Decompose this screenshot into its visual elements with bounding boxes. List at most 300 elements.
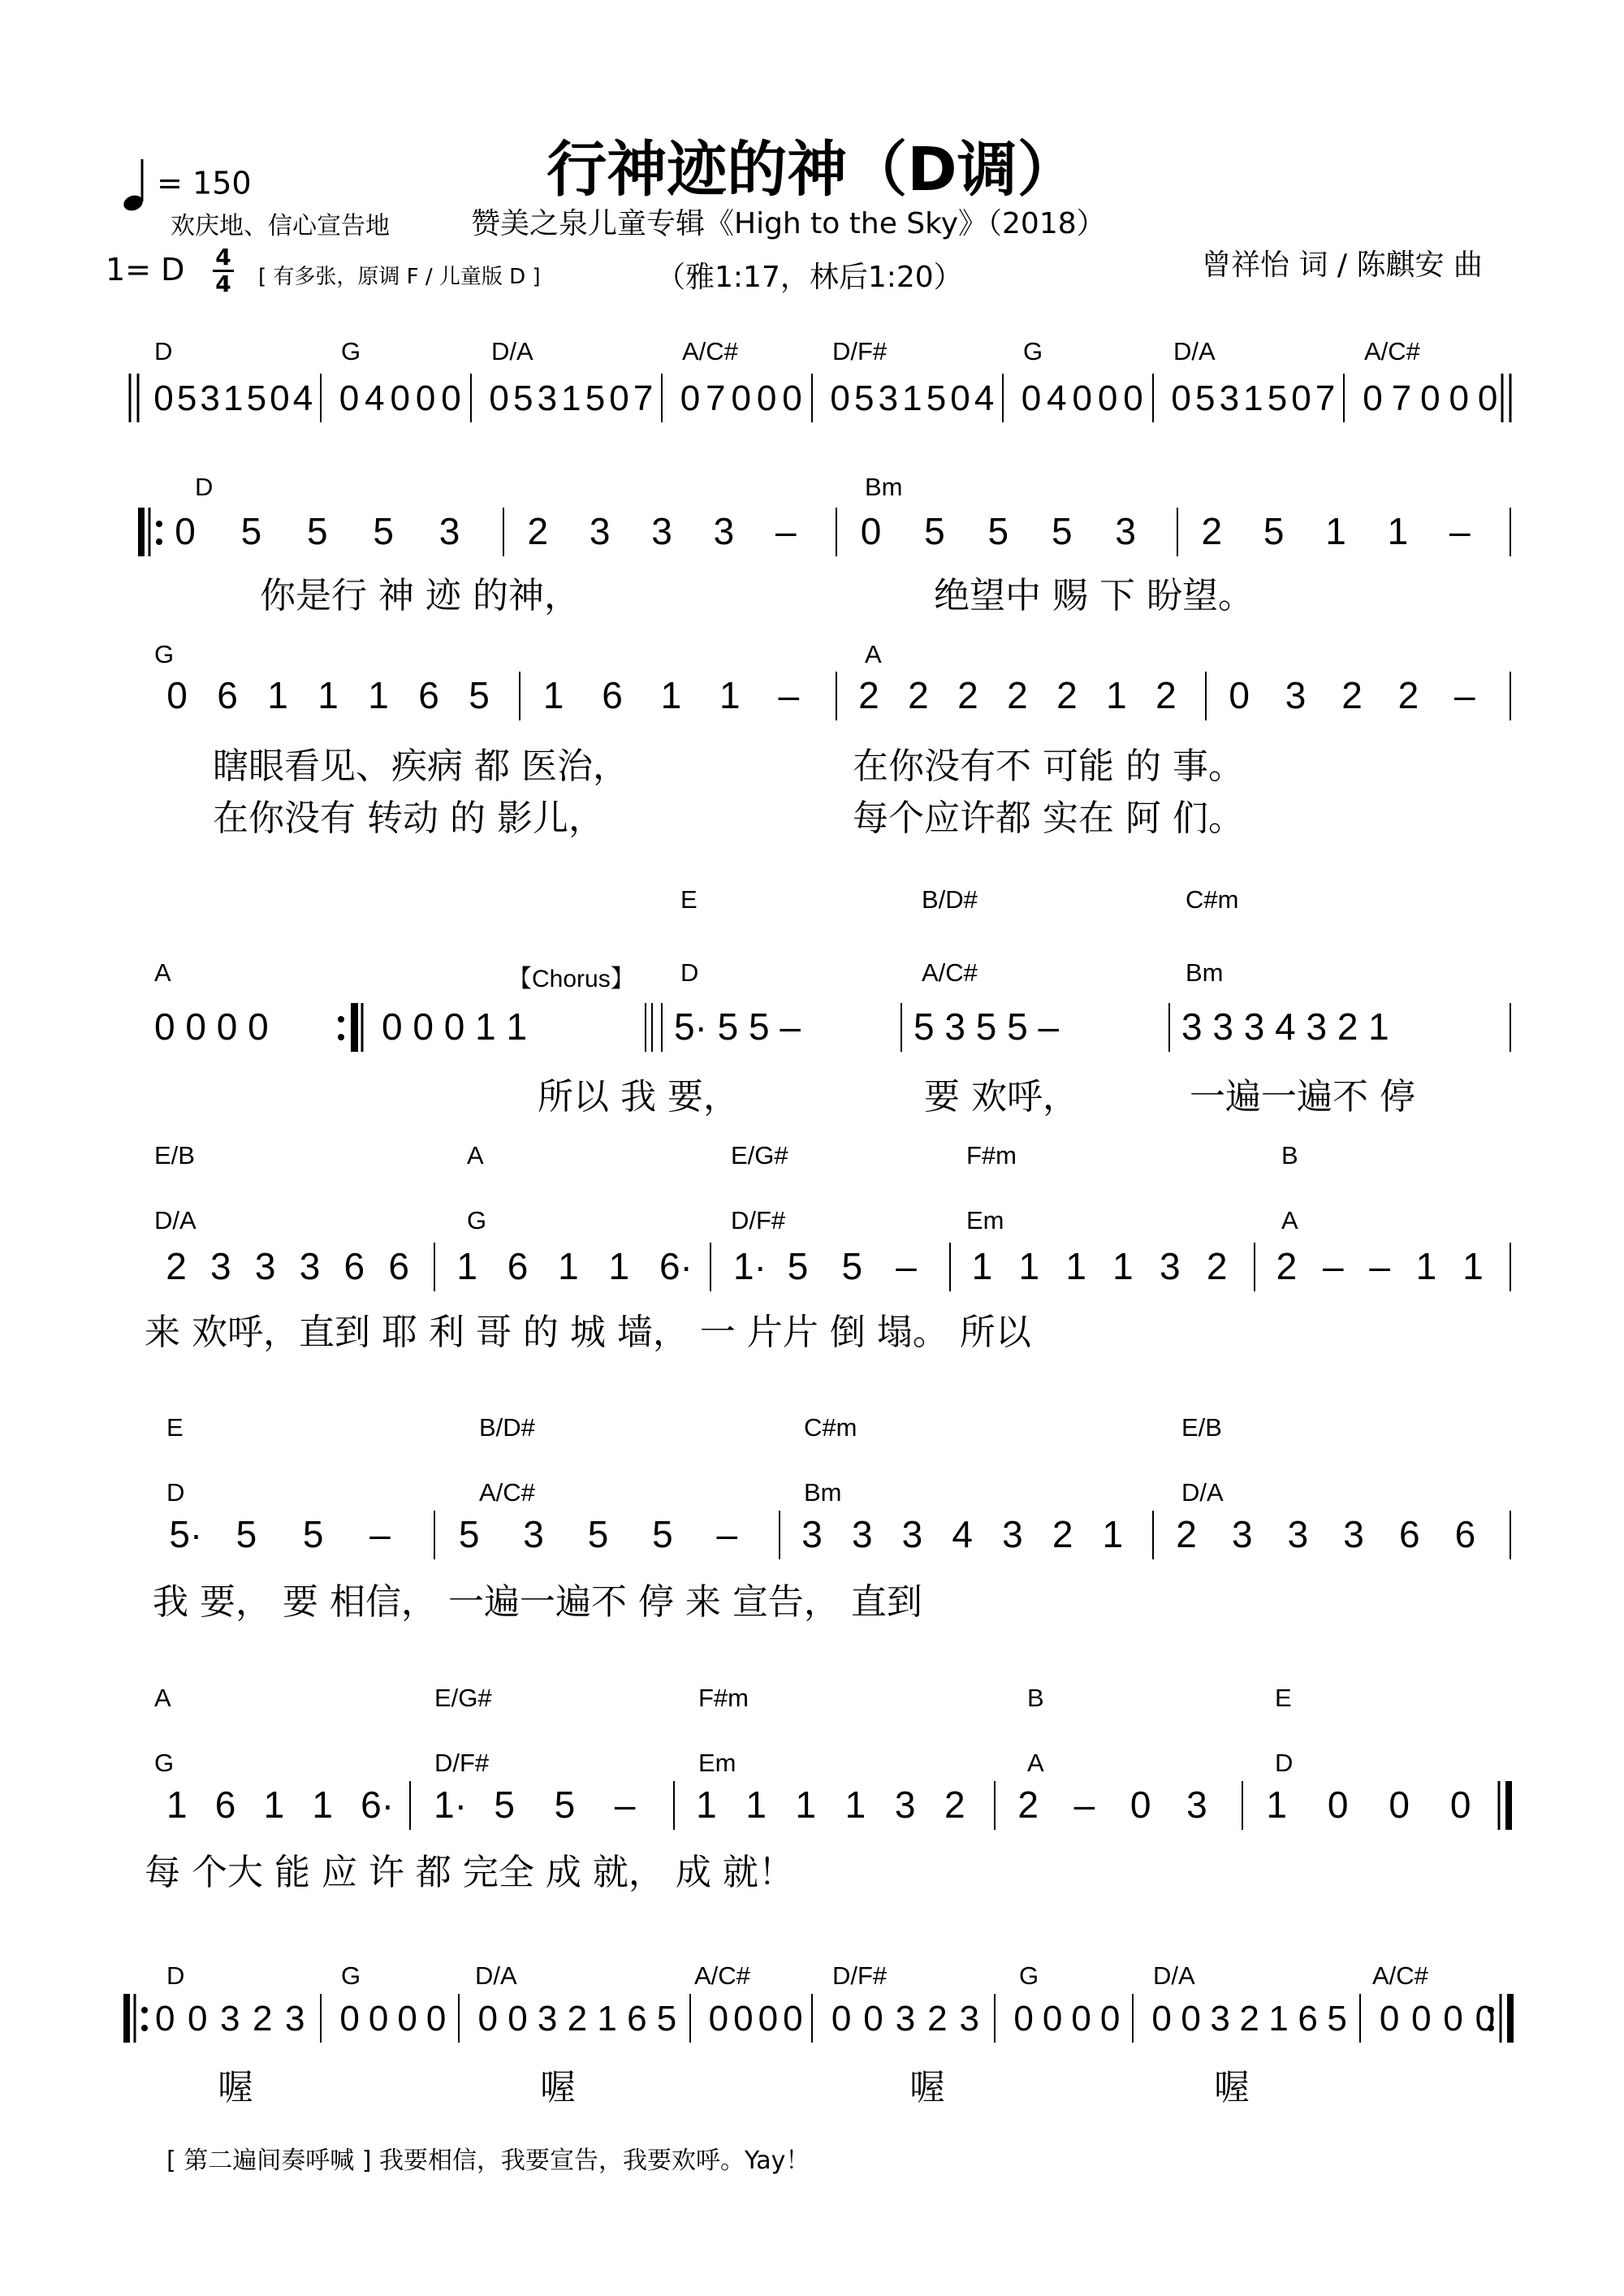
system-chorus-c <box>0 1680 1624 1948</box>
note: 6 <box>217 674 238 716</box>
note: 0 <box>390 378 410 418</box>
note: 3 <box>254 1245 276 1287</box>
chord-symbol-upper: F#m <box>698 1684 749 1712</box>
chord-symbol: A/C# <box>682 337 738 365</box>
system-svg <box>0 1941 1624 2152</box>
chord-symbol: D/A <box>1153 1961 1195 1990</box>
note: 5 <box>176 378 197 418</box>
note: 2 <box>1239 1999 1259 2039</box>
note: 3 <box>651 510 672 552</box>
note: 4 <box>1047 378 1067 418</box>
note: 0 <box>155 1999 175 2039</box>
note: 6· <box>361 1784 395 1826</box>
note: 5 <box>1051 510 1073 552</box>
chord-symbol: D <box>166 1478 185 1507</box>
note: 4 <box>365 378 385 418</box>
note: 2 <box>253 1999 273 2039</box>
note: 0 <box>731 378 751 418</box>
chord-symbol: Em <box>966 1206 1004 1234</box>
note: 0 <box>1291 378 1311 418</box>
chord-symbol: D <box>195 473 214 501</box>
note: 2 <box>957 674 978 716</box>
lyric-line: 每 个大 能 应 许 都 完全 成 就， 成 就！ <box>145 1852 794 1893</box>
note: 6 <box>388 1245 409 1287</box>
note: 0 <box>175 510 196 552</box>
note: 1 <box>267 674 288 716</box>
time-signature <box>213 245 234 296</box>
note: 2 <box>1397 674 1419 716</box>
note: – <box>369 1513 391 1555</box>
note: 4 <box>292 378 313 418</box>
note: 0 <box>1099 1999 1121 2039</box>
measure-notes: 0 0 0 1 1 <box>382 1005 528 1048</box>
time-top: 4 <box>215 244 231 270</box>
credits: 曾祥怡 词 / 陈麒安 曲 <box>1202 249 1483 282</box>
note: 0 <box>680 378 701 418</box>
chord-symbol: G <box>1019 1961 1039 1990</box>
system-svg <box>0 869 1624 1137</box>
note: 0 <box>782 378 802 418</box>
note: 3 <box>299 1245 321 1287</box>
note: 1 <box>660 674 682 716</box>
chord-symbol: A/C# <box>922 958 978 987</box>
note: 1 <box>1018 1245 1040 1287</box>
chord-symbol: D/F# <box>434 1749 490 1777</box>
note: 3 <box>1115 510 1136 552</box>
chord-symbol-upper: B/D# <box>479 1413 535 1442</box>
chord-symbol: G <box>1023 337 1043 365</box>
note: 0 <box>756 378 777 418</box>
system-svg <box>0 617 1624 877</box>
note: 1 <box>1243 378 1263 418</box>
chord-symbol: A <box>1281 1206 1298 1234</box>
note: – <box>1454 674 1475 716</box>
note: 5 <box>587 1513 609 1555</box>
note: 0 <box>1129 1784 1151 1826</box>
mood-marking: 欢庆地、信心宣告地 <box>171 212 390 240</box>
note: 5 <box>841 1245 863 1287</box>
note: 1 <box>902 378 922 418</box>
note: 1 <box>1102 1513 1124 1555</box>
note: 0 <box>1363 378 1383 418</box>
note: 0 <box>415 378 436 418</box>
chord-symbol-upper: A <box>467 1141 484 1170</box>
note: 3 <box>1343 1513 1364 1555</box>
note: 6 <box>343 1245 365 1287</box>
note: 3 <box>589 510 611 552</box>
note: 1 <box>317 674 339 716</box>
note: 1 <box>561 378 581 418</box>
note: 0 <box>1013 1999 1034 2039</box>
lyric-line: 在你没有不 可能 的 事。 <box>853 746 1244 787</box>
note: 7 <box>633 378 654 418</box>
chord-symbol: A/C# <box>1372 1961 1428 1990</box>
note: 5 <box>585 378 606 418</box>
measure-notes: 0 0 0 0 <box>154 1005 269 1048</box>
note: 0 <box>1420 378 1440 418</box>
note: 5 <box>307 510 328 552</box>
note: 2 <box>1341 674 1363 716</box>
system-verse-a <box>0 455 1624 642</box>
note: 1· <box>434 1784 468 1826</box>
note: 0 <box>733 1999 754 2039</box>
note: 7 <box>706 378 726 418</box>
lyric-line: 一遍一遍不 停 <box>1190 1076 1415 1118</box>
lyric-line: 喔 <box>909 2067 945 2108</box>
note: – <box>778 674 800 716</box>
note: 4 <box>974 378 995 418</box>
note: 6 <box>627 1999 647 2039</box>
note: 1 <box>1387 510 1409 552</box>
note: 0 <box>863 1999 883 2039</box>
chord-symbol: A <box>154 958 171 987</box>
note: 2 <box>908 674 929 716</box>
note: 0 <box>1443 1999 1463 2039</box>
note: 1 <box>795 1784 817 1826</box>
lyric-line: 喔 <box>218 2067 253 2108</box>
note: 0 <box>1475 1999 1496 2039</box>
lyric-line: 要 欢呼， <box>924 1076 1078 1118</box>
note: – <box>716 1513 738 1555</box>
note: 5 <box>302 1513 324 1555</box>
note: 4 <box>952 1513 973 1555</box>
note: 2 <box>1155 674 1177 716</box>
note: 0 <box>708 1999 729 2039</box>
note: 1 <box>368 674 389 716</box>
note: – <box>1369 1245 1391 1287</box>
note: 5 <box>924 510 945 552</box>
note: – <box>896 1245 917 1287</box>
note: – <box>1073 1784 1095 1826</box>
note: 3 <box>220 1999 240 2039</box>
note: 2 <box>166 1245 187 1287</box>
note: 1 <box>1112 1245 1134 1287</box>
album-source: 赞美之泉儿童专辑《High to the Sky》（2018） <box>471 207 1106 240</box>
note: 0 <box>1042 1999 1063 2039</box>
note: 0 <box>1327 1784 1349 1826</box>
note: 1 <box>1325 510 1346 552</box>
system-svg <box>0 1680 1624 1948</box>
note: 1 <box>1065 1245 1086 1287</box>
note: 1 <box>456 1245 477 1287</box>
note: 3 <box>537 1999 558 2039</box>
note: 0 <box>950 378 970 418</box>
note: 0 <box>1171 378 1191 418</box>
chord-symbol: G <box>154 1749 175 1777</box>
chord-symbol-upper: C#m <box>804 1413 857 1442</box>
note: 0 <box>1097 378 1118 418</box>
lyric-line: 喔 <box>540 2067 576 2108</box>
chord-symbol-upper: E <box>166 1413 184 1442</box>
note: 5· <box>169 1513 203 1555</box>
chord-symbol: G <box>341 337 361 365</box>
note: 2 <box>567 1999 588 2039</box>
note: 0 <box>758 1999 779 2039</box>
note: 0 <box>1072 378 1092 418</box>
chord-symbol-upper: E/B <box>1181 1413 1222 1442</box>
note: 6 <box>602 674 623 716</box>
note: 0 <box>166 674 188 716</box>
chord-symbol: D/F# <box>731 1206 786 1234</box>
chord-symbol: Bm <box>804 1478 842 1507</box>
chord-symbol: A/C# <box>694 1961 750 1990</box>
system-svg <box>0 455 1624 642</box>
note: 3 <box>1210 1999 1230 2039</box>
note: 5 <box>469 674 490 716</box>
note: 0 <box>1229 674 1250 716</box>
note: 5 <box>1263 510 1285 552</box>
note: 6 <box>418 674 439 716</box>
chord-symbol: A <box>1027 1749 1044 1777</box>
note: 5 <box>1327 1999 1347 2039</box>
page-title: 行神迹的神（D调） <box>546 135 1078 205</box>
chord-symbol: D/A <box>1173 337 1216 365</box>
note: 5 <box>787 1245 809 1287</box>
note: 6 <box>214 1784 236 1826</box>
note: 3 <box>894 1784 916 1826</box>
chord-symbol-upper: E <box>680 885 698 914</box>
note: 1 <box>608 1245 630 1287</box>
note: 5 <box>513 378 533 418</box>
chord-symbol: Bm <box>1186 958 1224 987</box>
note: – <box>775 510 797 552</box>
system-pre-chorus <box>0 869 1624 1137</box>
note: 2 <box>1052 1513 1073 1555</box>
system-svg <box>0 1137 1624 1405</box>
barline-repeat-start <box>123 1994 130 2043</box>
system-verse-b <box>0 617 1624 877</box>
chord-symbol: A/C# <box>479 1478 535 1507</box>
system-chorus-b <box>0 1409 1624 1677</box>
note: 5 <box>926 378 947 418</box>
note: 0 <box>1123 378 1143 418</box>
note: 3 <box>801 1513 823 1555</box>
chord-symbol: A/C# <box>1364 337 1420 365</box>
note: – <box>1449 510 1471 552</box>
note: 1 <box>1268 1999 1289 2039</box>
note: 1 <box>696 1784 717 1826</box>
note: 0 <box>188 1999 208 2039</box>
note: 0 <box>1449 1784 1471 1826</box>
chord-symbol: D/A <box>475 1961 517 1990</box>
barline-repeat-start <box>138 508 145 556</box>
note: 1 <box>263 1784 285 1826</box>
note: 3 <box>1219 378 1240 418</box>
measure-notes: 3 3 3 4 3 2 1 <box>1181 1005 1389 1048</box>
lyric-line: 你是行 神 迹 的神， <box>260 575 580 616</box>
chord-symbol: D <box>680 958 699 987</box>
note: 3 <box>851 1513 873 1555</box>
note: 6 <box>507 1245 529 1287</box>
measure-notes: 5· 5 5 – <box>674 1005 801 1048</box>
note: 5 <box>652 1513 673 1555</box>
note: 2 <box>944 1784 965 1826</box>
note: – <box>614 1784 636 1826</box>
note: 0 <box>1389 1784 1410 1826</box>
note: 1 <box>223 378 244 418</box>
note: 2 <box>1056 674 1078 716</box>
lyric-line: 瞎眼看见、疾病 都 医治， <box>213 746 628 787</box>
note: 1 <box>1415 1245 1437 1287</box>
note: 0 <box>1181 1999 1201 2039</box>
note: 3 <box>713 510 735 552</box>
key-signature <box>106 252 184 288</box>
time-bottom: 4 <box>215 270 231 297</box>
note: 2 <box>1017 1784 1039 1826</box>
system-svg <box>0 1409 1624 1677</box>
note: 1 <box>1266 1784 1287 1826</box>
note: 6 <box>1454 1513 1476 1555</box>
chord-symbol: D/A <box>491 337 533 365</box>
chord-symbol: Bm <box>865 473 903 501</box>
lyric-line: 每个应许都 实在 阿 们。 <box>853 798 1244 839</box>
note: 3 <box>1002 1513 1023 1555</box>
note: 1 <box>542 674 564 716</box>
chord-symbol-upper: B <box>1027 1684 1044 1712</box>
note: 1 <box>312 1784 333 1826</box>
note: 2 <box>1176 1513 1197 1555</box>
note: 0 <box>270 378 290 418</box>
note: 3 <box>1186 1784 1207 1826</box>
note: 5 <box>656 1999 677 2039</box>
quarter-note-icon <box>118 156 147 214</box>
note: 0 <box>1449 378 1469 418</box>
note: 1 <box>166 1784 188 1826</box>
note: 6 <box>1398 1513 1420 1555</box>
lyric-line: 在你没有 转动 的 影儿， <box>213 798 604 839</box>
lyric-line: 绝望中 赐 下 盼望。 <box>934 575 1254 616</box>
chord-symbol: D/A <box>1181 1478 1224 1507</box>
note: 0 <box>860 510 882 552</box>
chord-symbol: A <box>865 640 882 668</box>
lyric-line: 所以 我 要， <box>538 1076 739 1118</box>
note: 0 <box>508 1999 528 2039</box>
chorus-label: 【Chorus】 <box>508 966 635 992</box>
note: 1· <box>733 1245 767 1287</box>
note: 0 <box>783 1999 803 2039</box>
note: 0 <box>339 1999 360 2039</box>
chord-symbol-upper: E <box>1275 1684 1292 1712</box>
chord-symbol-upper: C#m <box>1186 885 1239 914</box>
footer-note: [ 第二遍间奏呼喊 ] 我要相信，我要宣告，我要欢呼。Yay！ <box>166 2147 810 2175</box>
tempo-value: = 150 <box>157 165 252 201</box>
note: 6· <box>659 1245 693 1287</box>
note: 5 <box>240 510 262 552</box>
system-intro <box>0 317 1624 463</box>
system-interlude <box>0 1941 1624 2152</box>
key-label: 1= D <box>106 252 185 288</box>
note: 0 <box>368 1999 389 2039</box>
chord-symbol: D <box>154 337 173 365</box>
note: 5 <box>246 378 267 418</box>
note: 5 <box>987 510 1009 552</box>
chord-symbol: Em <box>698 1749 736 1777</box>
note: 0 <box>1477 378 1498 418</box>
note: 0 <box>1151 1999 1172 2039</box>
note: 2 <box>527 510 549 552</box>
note: 3 <box>523 1513 544 1555</box>
chord-symbol-upper: B <box>1281 1141 1298 1170</box>
scripture-refs: （雅1:17，林后1:20） <box>656 261 963 294</box>
note: 7 <box>1391 378 1412 418</box>
note: 6 <box>1298 1999 1318 2039</box>
note: 3 <box>1231 1513 1253 1555</box>
note: 5 <box>235 1513 257 1555</box>
note: 0 <box>153 378 174 418</box>
note: 3 <box>895 1999 916 2039</box>
note: 3 <box>438 510 460 552</box>
note: 0 <box>609 378 629 418</box>
chord-symbol-upper: E/B <box>154 1141 195 1170</box>
note: 0 <box>1071 1999 1091 2039</box>
note: 1 <box>558 1245 579 1287</box>
note: 0 <box>1379 1999 1400 2039</box>
chord-symbol-upper: E/G# <box>434 1684 492 1712</box>
note: 0 <box>1021 378 1042 418</box>
note: 3 <box>1287 1513 1309 1555</box>
note: 5 <box>1195 378 1216 418</box>
note: 3 <box>285 1999 305 2039</box>
note: 0 <box>477 1999 498 2039</box>
note: 3 <box>1285 674 1307 716</box>
note: 3 <box>959 1999 979 2039</box>
chord-symbol: D <box>166 1961 185 1990</box>
note: 3 <box>878 378 899 418</box>
chord-symbol: D/F# <box>832 1961 888 1990</box>
note: 2 <box>1007 674 1028 716</box>
note: 0 <box>339 378 360 418</box>
chord-symbol: G <box>154 640 175 668</box>
note: 1 <box>971 1245 993 1287</box>
note: 1 <box>1106 674 1127 716</box>
chord-symbol: G <box>467 1206 487 1234</box>
note: 5 <box>1267 378 1288 418</box>
chord-symbol-upper: B/D# <box>922 885 978 914</box>
note: 5 <box>854 378 875 418</box>
chord-symbol: D/F# <box>832 337 888 365</box>
note: 0 <box>489 378 509 418</box>
note: 3 <box>901 1513 923 1555</box>
note: 0 <box>1411 1999 1432 2039</box>
system-svg <box>0 317 1624 463</box>
note: 5 <box>458 1513 480 1555</box>
note: – <box>1323 1245 1344 1287</box>
system-chorus-a <box>0 1137 1624 1405</box>
note: 2 <box>1276 1245 1298 1287</box>
note: 0 <box>830 378 850 418</box>
note: 2 <box>858 674 879 716</box>
note: 5 <box>554 1784 576 1826</box>
note: 5 <box>494 1784 515 1826</box>
chord-symbol: D/A <box>154 1206 197 1234</box>
note: 1 <box>597 1999 617 2039</box>
chord-symbol-upper: A <box>154 1684 171 1712</box>
chord-symbol: D <box>1275 1749 1294 1777</box>
note: 0 <box>425 1999 447 2039</box>
note: 3 <box>537 378 558 418</box>
chord-symbol-upper: F#m <box>966 1141 1017 1170</box>
chord-symbol-upper: E/G# <box>731 1141 788 1170</box>
note: 2 <box>927 1999 948 2039</box>
note: 3 <box>210 1245 231 1287</box>
note: 7 <box>1315 378 1336 418</box>
note: 1 <box>719 674 741 716</box>
note: 2 <box>1206 1245 1228 1287</box>
lyric-line: 来 欢呼，直到 耶 利 哥 的 城 墙， 一 片片 倒 塌。 所以 <box>145 1312 1031 1353</box>
key-note: [ 有多张，原调 F / 儿童版 D ] <box>258 265 541 289</box>
note: 0 <box>831 1999 852 2039</box>
note: 1 <box>745 1784 767 1826</box>
